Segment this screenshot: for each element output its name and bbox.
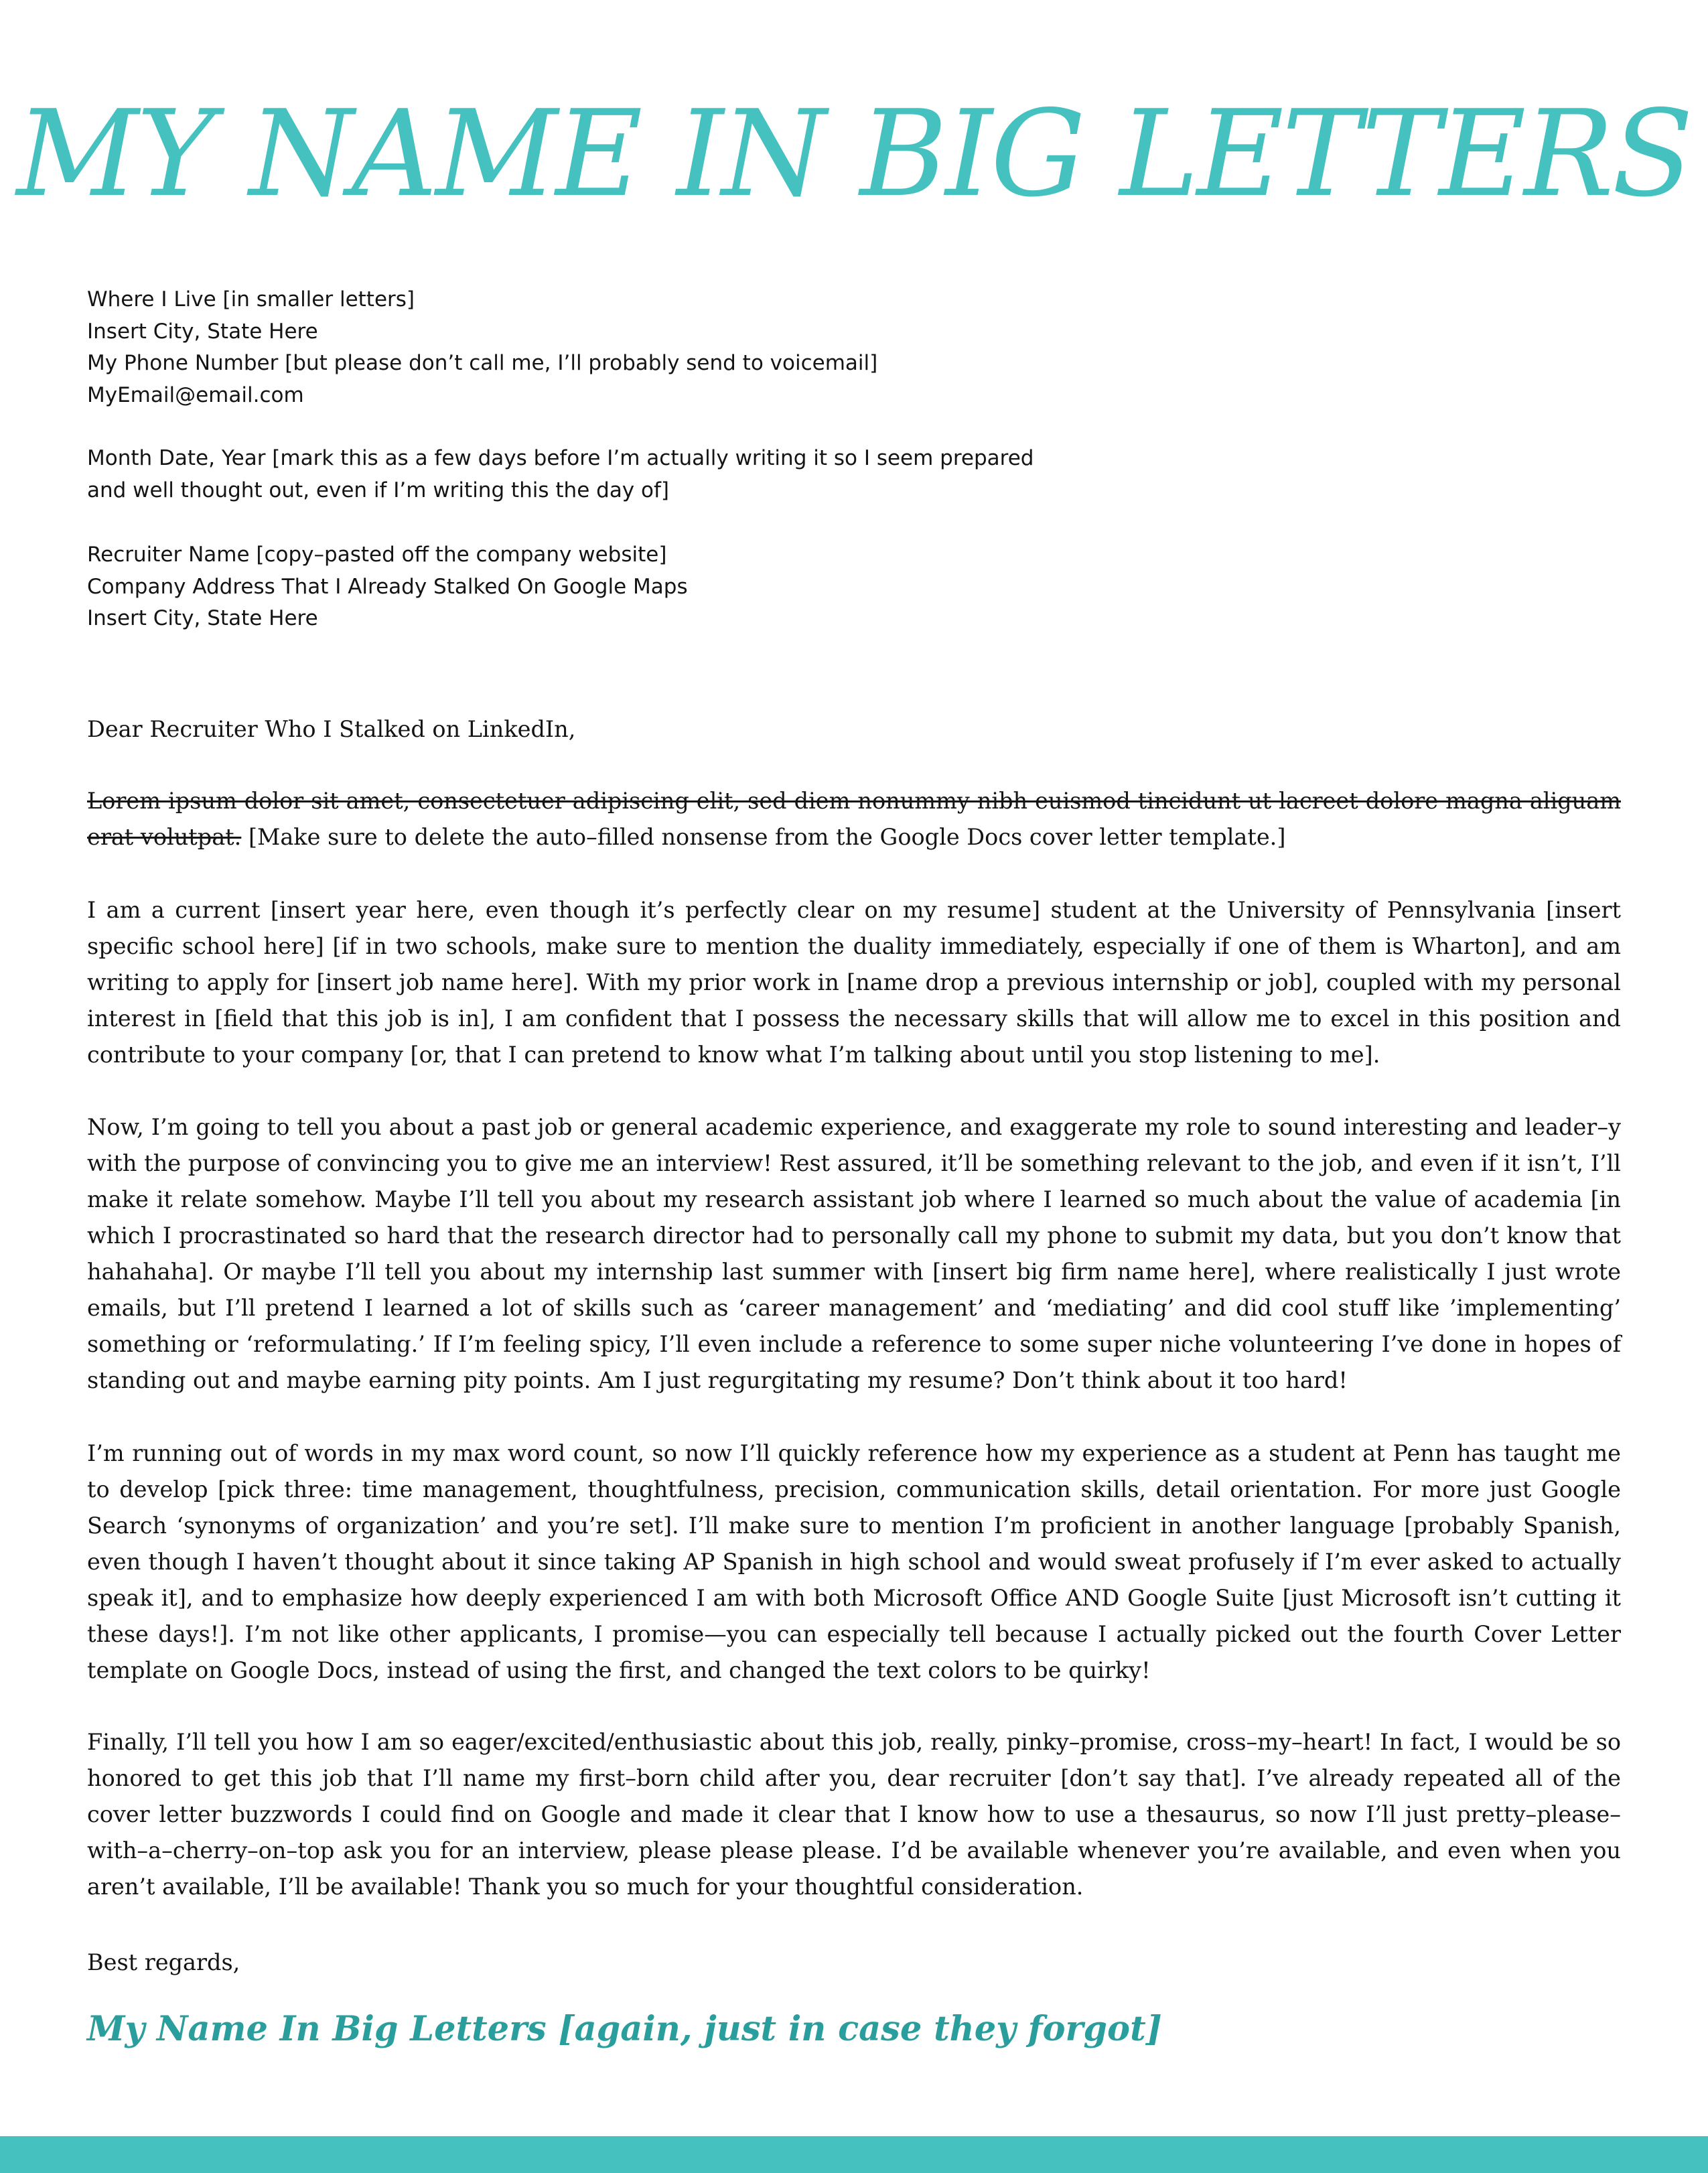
name-title: MY NAME IN BIG LETTERS: [16, 84, 1692, 223]
phone-line: My Phone Number [but please don’t call me, I’ll probably send to voicemail]: [87, 351, 878, 375]
date-line-continued: and well thought out, even if I’m writing this the day of]: [87, 478, 669, 502]
city-state-line: Insert City, State Here: [87, 319, 318, 344]
body-paragraph: [87, 1435, 1621, 1689]
company-city-state-line: Insert City, State Here: [87, 606, 318, 630]
body-paragraph: [87, 1109, 1621, 1399]
email-line: MyEmail@email.com: [87, 382, 304, 407]
salutation: Dear Recruiter Who I Stalked on LinkedIn,: [87, 716, 576, 742]
contact-block: [87, 284, 1621, 411]
template-note: [Make sure to delete the auto–filled nonsense from the Google Docs cover letter template.]: [241, 824, 1286, 850]
paragraph-text: I’m running out of words in my max word count, so now I’ll quickly reference how my experience as a student at Penn has taught me to develop [pick three: time management, thoughtfulness, precision, communication skills, detail orientation. For more just Google Search ‘synonyms of organization’ and you’re set]. I’ll make sure to mention I’m proficient in another language [probably Spanish, even though I haven’t thought about it since taking AP Spanish in high school and would sweat profusely if I’m ever asked to actually speak it], and to emphasize how deeply experienced I am with both Microsoft Office AND Google Suite [just Microsoft isn’t cutting it these days!]. I’m not like other applicants, I promise—you can especially tell because I actually picked out the fourth Cover Letter template on Google Docs, instead of using the first, and changed the text colors to be quirky!: [87, 1440, 1621, 1683]
recruiter-name-line: Recruiter Name [copy–pasted off the company website]: [87, 543, 667, 567]
closing: Best regards,: [87, 1949, 240, 1975]
body-paragraph: [87, 1724, 1621, 1905]
body-paragraph: [87, 783, 1621, 855]
paragraph-text: I am a current [insert year here, even though it’s perfectly clear on my resume] student at the University of Pennsylvania [insert specific school here] [if in two schools, make sure to mention the duality immediately, especially if one of them is Wharton], and am writing to apply for [insert job name here]. With my prior work in [name drop a previous internship or job], coupled with my personal interest in [field that this job is in], I am confident that I possess the necessary skills that will allow me to excel in this position and contribute to your company [or, that I can pretend to know what I’m talking about until you stop listening to me].: [87, 897, 1621, 1068]
bottom-accent-bar: [0, 2136, 1708, 2173]
body-paragraph: [87, 892, 1621, 1073]
paragraph-text: Finally, I’ll tell you how I am so eager/excited/enthusiastic about this job, really, pinky–promise, cross–my–heart! In fact, I would be so honored to get this job that I’ll name my first–born child after you, dear recruiter [don’t say that]. I’ve already repeated all of the cover letter buzzwords I could find on Google and made it clear that I know how to use a thesaurus, so now I’ll just pretty–please–with–a–cherry–on–top ask you for an interview, please please please. I’d be available whenever you’re available, and even when you aren’t available, I’ll be available! Thank you so much for your thoughtful consideration.: [87, 1729, 1621, 1900]
struck-placeholder-text: Lorem ipsum dolor sit amet, consectetuer adipiscing elit, sed diem nonummy nibh euismod tincidunt ut lacreet dolore magna aliguam erat volutpat.: [87, 788, 1621, 850]
signature: My Name In Big Letters [again, just in case they forgot]: [87, 2009, 1162, 2049]
paragraph-text: Now, I’m going to tell you about a past job or general academic experience, and exaggerate my role to sound interesting and leader–y with the purpose of convincing you to give me an interview! Rest assured, it’ll be something relevant to the job, and even if it isn’t, I’ll make it relate somehow. Maybe I’ll tell you about my research assistant job where I learned so much about the value of academia [in which I procrastinated so hard that the research director had to personally call my phone to submit my data, but you don’t know that hahahaha]. Or maybe I’ll tell you about my internship last summer with [insert big firm name here], where realistically I just wrote emails, but I’ll pretend I learned a lot of skills such as ‘career management’ and ‘mediating’ and did cool stuff like ’implementing’ something or ‘reformulating.’ If I’m feeling spicy, I’ll even include a reference to some super niche volunteering I’ve done in hopes of standing out and maybe earning pity points. Am I just regurgitating my resume? Don’t think about it too hard!: [87, 1114, 1621, 1393]
company-address-line: Company Address That I Already Stalked On Google Maps: [87, 574, 688, 599]
date-line: Month Date, Year [mark this as a few days before I’m actually writing it so I seem prepared: [87, 446, 1034, 470]
recipient-block: [87, 539, 1621, 635]
date-block: [87, 443, 1621, 506]
address-line: Where I Live [in smaller letters]: [87, 287, 415, 311]
